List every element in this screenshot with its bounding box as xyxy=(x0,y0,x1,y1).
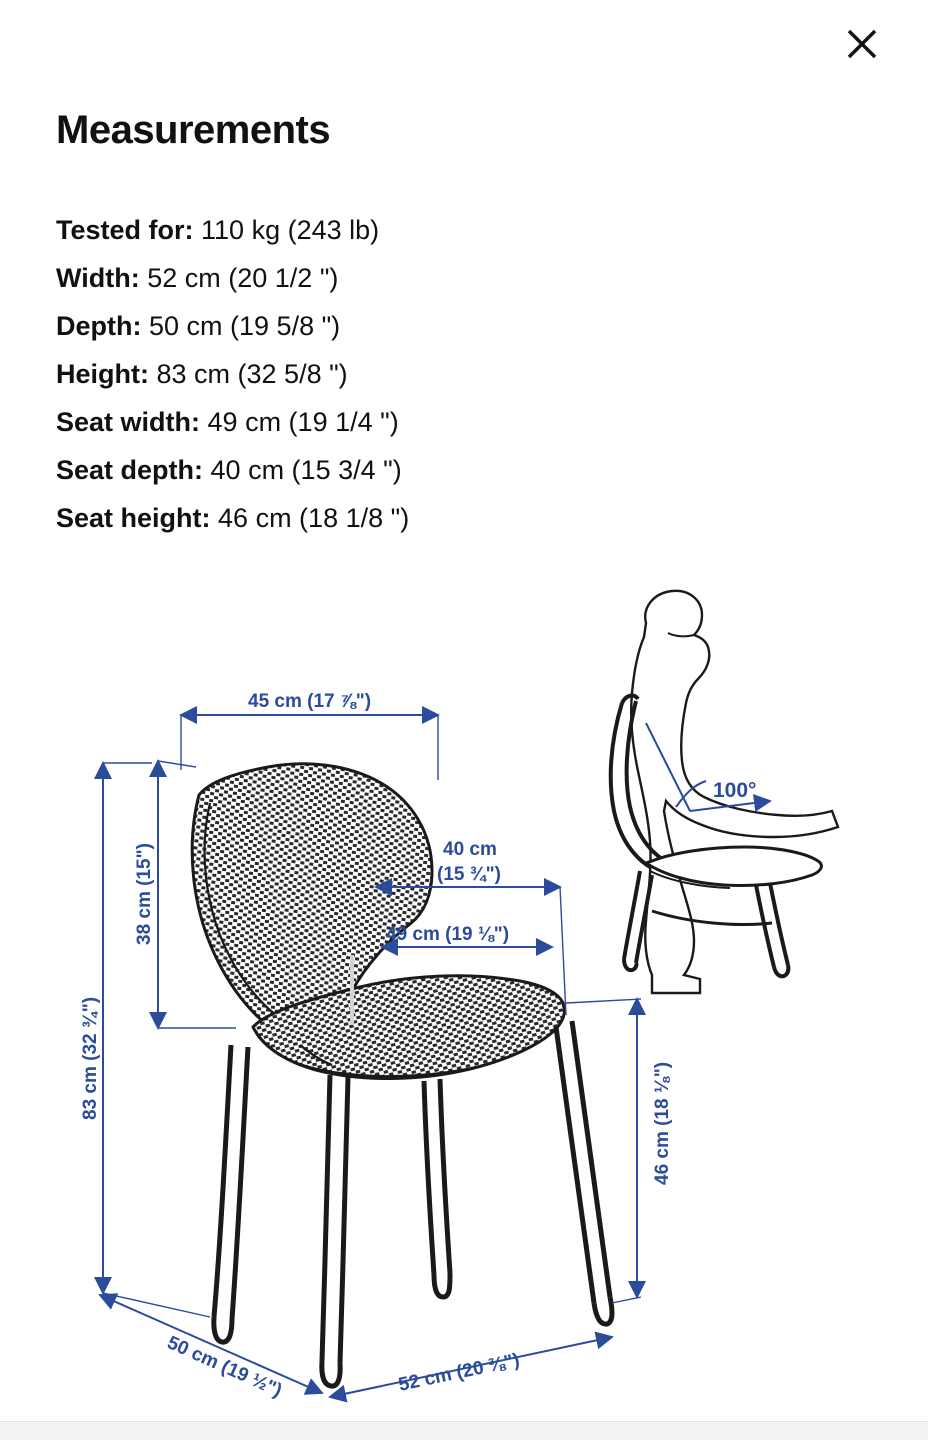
dim-label-back-angle: 100° xyxy=(713,779,757,802)
spec-label: Tested for: xyxy=(56,215,194,245)
bottom-bar xyxy=(0,1421,928,1440)
measurements-diagram xyxy=(0,575,928,1420)
dim-label-width: 52 cm (20 ⅜") xyxy=(396,1349,522,1396)
close-icon[interactable] xyxy=(838,20,886,68)
dim-label-total-height: 83 cm (32 ¾") xyxy=(80,996,101,1120)
spec-value: 52 cm (20 1/2 ") xyxy=(147,263,339,293)
list-item xyxy=(56,494,856,542)
spec-label: Seat width: xyxy=(56,407,201,437)
list-item xyxy=(56,302,856,350)
spec-label: Seat height: xyxy=(56,503,211,533)
spec-value: 40 cm (15 3/4 ") xyxy=(210,455,402,485)
dim-label-seat-height: 46 cm (18 ⅛") xyxy=(652,1061,673,1185)
spec-label: Depth: xyxy=(56,311,142,341)
spec-label: Width: xyxy=(56,263,140,293)
list-item xyxy=(56,350,856,398)
measurements-list xyxy=(56,206,856,542)
spec-label: Seat depth: xyxy=(56,455,204,485)
close-icon-glyph xyxy=(844,26,880,62)
dim-label-seat-depth-imp: (15 ¾") xyxy=(437,864,501,885)
spec-value: 50 cm (19 5/8 ") xyxy=(149,311,341,341)
list-item xyxy=(56,446,856,494)
spec-value: 49 cm (19 1/4 ") xyxy=(207,407,399,437)
page-title: Measurements xyxy=(56,108,331,152)
list-item xyxy=(56,398,856,446)
list-item xyxy=(56,206,856,254)
list-item xyxy=(56,254,856,302)
dim-depth-line xyxy=(100,1295,322,1393)
dim-label-seat-width: 49 cm (19 ⅛") xyxy=(386,924,510,945)
spec-value: 83 cm (32 5/8 ") xyxy=(156,359,348,389)
dim-label-back-height: 38 cm (15") xyxy=(134,843,155,945)
dim-label-top-width: 45 cm (17 ⅞") xyxy=(248,691,372,712)
spec-value: 110 kg (243 lb) xyxy=(201,215,380,245)
spec-label: Height: xyxy=(56,359,149,389)
dim-label-depth: 50 cm (19 ½") xyxy=(163,1332,285,1402)
dim-label-seat-depth: 40 cm xyxy=(443,839,497,860)
chair-illustration xyxy=(192,764,612,1386)
spec-value: 46 cm (18 1/8 ") xyxy=(218,503,410,533)
